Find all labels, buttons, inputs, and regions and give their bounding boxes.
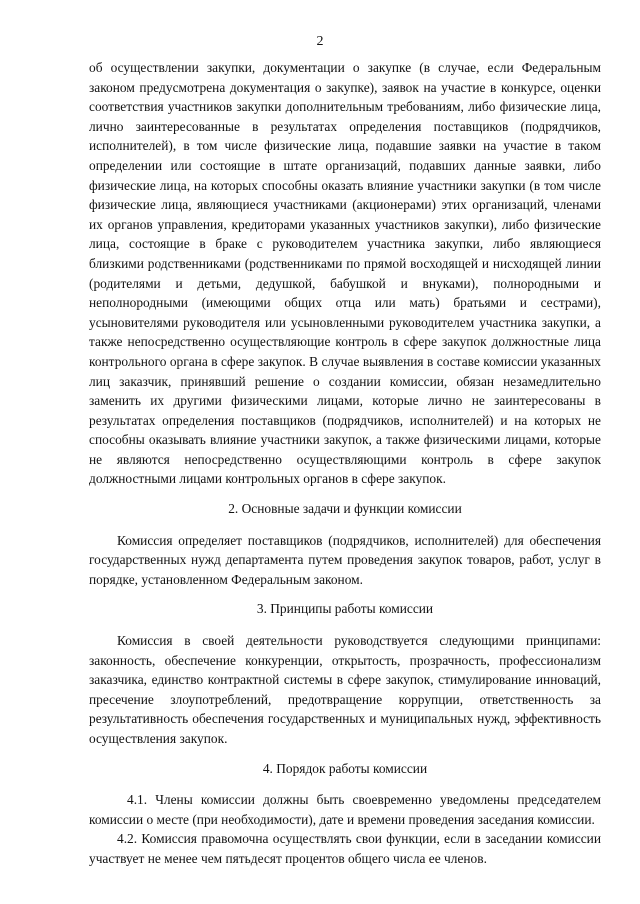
procedure-item-4-1: 4.1. Члены комиссии должны быть своевременно уведомлены председателем комиссии о месте (при необходимости), дате и времени проведения заседания комиссии. — [89, 792, 601, 827]
document-body — [89, 58, 601, 869]
section-principles-paragraph: Комиссия в своей деятельности руководствуется следующими принципами: законность, обеспечение конкуренции, открытость, прозрачность, профессионализм заказчика, единство контрактной системы в сфере закупок, стимулирование инноваций, пресечение злоупотреблений, предотвращение коррупции, ответственность за результативность обеспечения государственных и муниципальных нужд, эффективность осуществления закупок. — [89, 633, 601, 746]
section-tasks-paragraph: Комиссия определяет поставщиков (подрядчиков, исполнителей) для обеспечения государственных нужд департамента путем проведения закупок товаров, работ, услуг в порядке, установленном Федеральным законом. — [89, 532, 601, 587]
page-number: 2 — [316, 34, 324, 49]
section-heading-procedure: 4. Порядок работы комиссии — [262, 760, 428, 776]
intro-paragraph: об осуществлении закупки, документации о закупке (в случае, если Федеральным законом предусмотрена документация о закупке), заявок на участие в конкурсе, оценки соответствия участников закупки дополнительным требованиям, либо физические лица, лично заинтересованные в результатах определения поставщиков (подрядчиков, исполнителей), в том числе физические лица, подавшие заявки на участие в таком определении или состоящие в штате организаций, подавших данные заявки, либо физические лица, на которых способны оказать влияние участники закупки (в том числе физические лица, являющиеся участниками (акционерами) этих организаций, членами их органов управления, кредиторами указанных участников закупки), либо физические лица, состоящие в браке с руководителем участника закупки, либо являющиеся близкими родственниками (родственниками по прямой восходящей и нисходящей линии (родителями и детьми, дедушкой, бабушкой и внуками), полнородными и неполнородными (имеющими общих отца или мать) братьями и сестрами), усыновителями руководителя или усыновленными руководителем участника закупки, а также непосредственно осуществляющие контроль в сфере закупок должностные лица контрольного органа в сфере закупок. В случае выявления в составе комиссии указанных лиц заказчик, принявший решение о создании комиссии, обязан незамедлительно заменить их другими физическими лицами, которые лично не заинтересованы в результатах определения поставщиков (подрядчиков, исполнителей) и на которых не способны оказывать влияние участники закупок, а также физическими лицами, которые не являются непосредственно осуществляющими контроль в сфере закупок должностными лицами контрольных органов в сфере закупок. — [89, 60, 601, 487]
section-heading-tasks: 2. Основные задачи и функции комиссии — [228, 501, 462, 517]
section-heading-principles: 3. Принципы работы комиссии — [256, 601, 434, 617]
procedure-item-4-2: 4.2. Комиссия правомочна осуществлять свои функции, если в заседании комиссии участвует не менее чем пятьдесят процентов общего числа ее членов. — [89, 831, 601, 866]
